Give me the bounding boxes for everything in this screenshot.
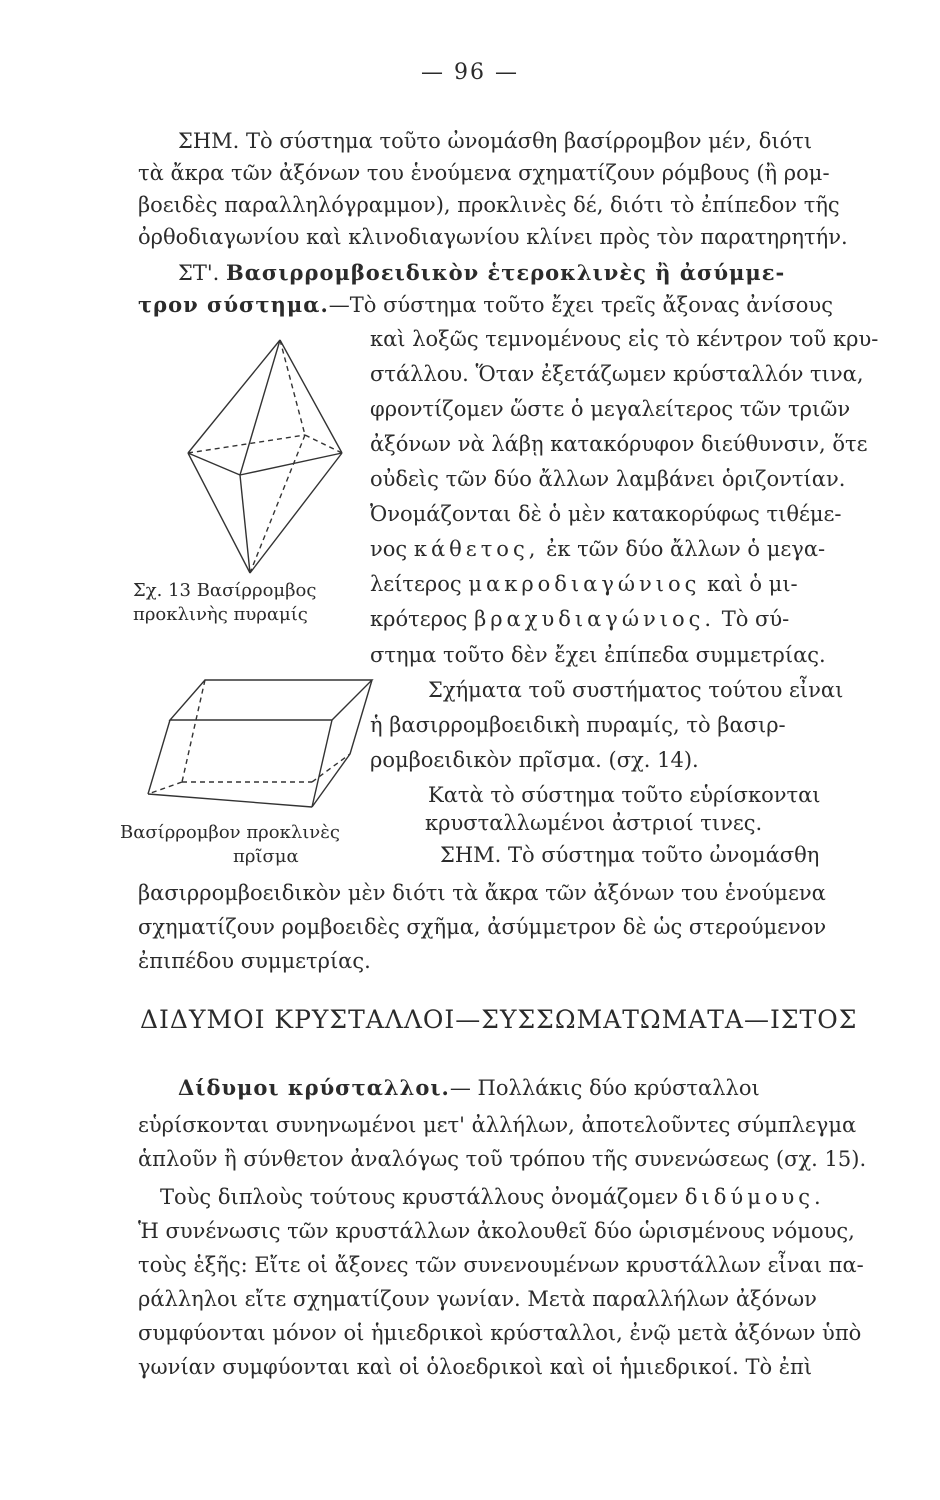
prism-edge [148,720,170,794]
section-line-15: κρυσταλλωμένοι ἀστριοί τινες. [425,811,763,835]
section-title-part2: τρον σύστημα. [138,292,329,317]
twins-line-5: τοὺς ἑξῆς: Εἴτε οἱ ἄξονες τῶν συνενουμένων κρυστάλλων εἶναι πα- [138,1253,864,1277]
figure-13-caption-1: Σχ. 13 Βασίρρομβος [133,580,317,601]
pyr-edge-hidden [250,435,305,573]
section-number: ΣΤ'. [178,261,220,285]
text-didymous-lead: Τοὺς διπλοὺς τούτους κρυστάλλους ὀνομάζομεν [160,1185,679,1209]
note1-line-3: βοειδὲς παραλληλόγραμμον), προκλινὲς δέ, διότι τὸ ἐπίπεδον τῆς [138,193,840,217]
section-line-7 [370,536,825,562]
prism-edge-hidden [182,680,205,782]
term-makrodiagonios: μακροδιαγώνιος [468,572,701,596]
section-first-line-rest: —Τὸ σύστημα τοῦτο ἔχει τρεῖς ἄξονας ἀνίσους [328,293,833,317]
section-line-3: φροντίζομεν ὥστε ὁ μεγαλείτερος τῶν τριῶν [370,397,851,421]
note1-line-1: ΣΗΜ. Τὸ σύστημα τοῦτο ὠνομάσθη βασίρρομβον μέν, διότι [178,129,813,153]
section-line-12: ἡ βασιρρομβοειδικὴ πυραμίς, τὸ βασιρ- [370,713,786,737]
twins-line-2: ἁπλοῦν ἢ σύνθετον ἀναλόγως τοῦ τρόπου τῆς συνενώσεως (σχ. 15). [138,1147,867,1171]
pyr-edge-hidden [280,340,305,435]
twins-line-3 [160,1184,825,1210]
note2-line-2: σχηματίζουν ρομβοειδὲς σχῆμα, ἀσύμμετρον δὲ ὡς στερούμενον [138,915,827,939]
pyr-edge [188,340,280,453]
twins-first-line-rest: — Πολλάκις δύο κρύσταλλοι [449,1076,760,1100]
figure-14-caption-1: Βασίρρομβον προκλινὲς [120,822,340,843]
text-nos-rest: ἐκ τῶν δύο ἄλλων ὁ μεγα- [546,537,826,561]
twins-line-8: γωνίαν συμφύονται καὶ οἱ ὁλοεδρικοὶ καὶ οἱ ἡμιεδρικοί. Τὸ ἐπὶ [138,1355,813,1379]
note1-line-2: τὰ ἄκρα τῶν ἀξόνων του ἑνούμενα σχηματίζουν ρόμβους (ἢ ρομ- [138,161,830,185]
note2-first-line: ΣΗΜ. Τὸ σύστημα τοῦτο ὠνομάσθη [440,843,820,867]
section-line-10: στημα τοῦτο δὲν ἔχει ἐπίπεδα συμμετρίας. [370,643,826,667]
text-nos: νος [370,537,408,561]
twins-title: Δίδυμοι κρύσταλλοι. [178,1075,450,1100]
figure-14-caption-2: πρῖσμα [233,846,299,867]
term-didymous: διδύμους. [684,1185,825,1209]
section-line-13: ρομβοειδικὸν πρῖσμα. (σχ. 14). [370,748,699,772]
section-title-line [178,260,785,286]
chapter-heading: ΔΙΔΥΜΟΙ ΚΡΥΣΤΑΛΛΟΙ—ΣΥΣΣΩΜΑΤΩΜΑΤΑ—ΙΣΤΟΣ [140,1005,858,1034]
term-brachydiagonios: βραχυδιαγώνιος. [474,607,716,631]
twins-line-6: ράλληλοι εἴτε σχηματίζουν γωνίαν. Μετὰ παραλλήλων ἀξόνων [138,1287,817,1311]
section-line-8 [370,571,798,597]
section-line-14: Κατὰ τὸ σύστημα τοῦτο εὑρίσκονται [428,783,821,807]
pyr-edge [188,453,240,475]
section-title-part1: Βασιρρομβοειδικὸν ἑτεροκλινὲς ἢ ἀσύμμε- [226,260,786,285]
text-kro-rest: Τὸ σύ- [721,607,790,631]
note2-line-1: βασιρρομβοειδικὸν μὲν διότι τὰ ἄκρα τῶν ἀξόνων του ἑνούμενα [138,881,826,905]
pyr-edge-hidden [188,435,305,453]
text-kro: κρότερος [370,607,468,631]
figure-13-pyramid [170,335,400,595]
prism-edge [148,794,312,807]
prism-edge-hidden [312,754,350,782]
section-line-1: καὶ λοξῶς τεμνομένους εἰς τὸ κέντρον τοῦ κρυ- [370,327,879,351]
section-line-4: ἀξόνων νὰ λάβῃ κατακόρυφον διεύθυνσιν, ὅτε [370,432,868,456]
note2-line-3: ἐπιπέδου συμμετρίας. [138,949,371,973]
section-title-line-2 [138,292,833,318]
prism-edge-hidden [148,782,182,794]
twins-title-line [178,1075,760,1101]
pyr-edge [240,340,280,475]
figure-13-caption-2: προκλινὴς πυραμίς [133,604,308,625]
section-line-6: Ὀνομάζονται δὲ ὁ μὲν κατακορύφως τιθέμε- [370,502,842,526]
note1-line-4: ὀρθοδιαγωνίου καὶ κλινοδιαγωνίου κλίνει πρὸς τὸν παρατηρητήν. [138,225,848,249]
twins-line-7: συμφύονται μόνον οἱ ἡμιεδρικοὶ κρύσταλλοι, ἐνῷ μετὰ ἀξόνων ὑπὸ [138,1321,862,1345]
term-kathetos: κάθετος, [413,537,540,561]
section-line-11: Σχήματα τοῦ συστήματος τούτου εἶναι [428,678,844,702]
section-line-5: οὐδεὶς τῶν δύο ἄλλων λαμβάνει ὁριζοντίαν. [370,467,846,491]
pyr-edge [280,340,342,453]
pyr-edge [240,475,250,573]
twins-line-1: εὑρίσκονται συνηνωμένοι μετ' ἀλλήλων, ἀποτελοῦντες σύμπλεγμα [138,1113,857,1137]
twins-line-4: Ἡ συνένωσις τῶν κρυστάλλων ἀκολουθεῖ δύο ὡρισμένους νόμους, [138,1219,855,1243]
page-number: — 96 — [421,60,519,85]
text-leit-rest: καὶ ὁ μι- [707,572,798,596]
figure-14-prism [140,672,390,822]
section-line-2: στάλλου. Ὅταν ἐξετάζωμεν κρύσταλλόν τινα, [370,362,864,386]
text-leit: λείτερος [370,572,462,596]
pyr-edge [250,453,342,573]
section-line-9 [370,606,789,632]
